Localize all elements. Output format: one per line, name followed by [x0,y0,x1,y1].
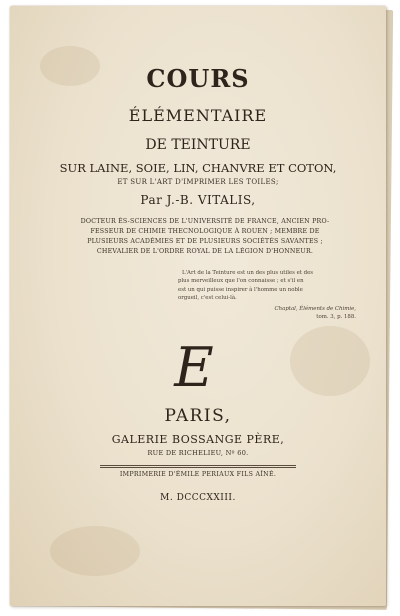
divider-rule [100,467,296,468]
epigraph [178,269,356,321]
epigraph-line: plus merveilleux que l'on connaisse ; et s'il en [178,278,304,285]
publication-date: M. DCCCXXIII. [160,493,236,503]
epigraph-line: L'Art de la Teinture est un des plus utiles et des [182,270,314,276]
publisher-name: GALERIE BOSSANGE PÈRE, [111,433,285,446]
epigraph-line: orgueil, c'est celui-là. [178,295,237,302]
epigraph-reference: tom. 3, p. 188. [316,314,356,321]
publication-city: PARIS, [164,406,232,426]
book-title: COURS [146,64,250,93]
epigraph-attribution: Chaptal, Éléments de Chimie, [274,305,356,312]
credential-line: DOCTEUR ÈS-SCIENCES DE L'UNIVERSITÉ DE FRANCE, ANCIEN PRO- [80,218,330,225]
credential-line: PLUSIEURS ACADÉMIES ET DE PLUSIEURS SOCIÉTÉS SAVANTES ; [87,238,323,245]
credential-line: FESSEUR DE CHIMIE THECNOLOGIQUE À ROUEN ; MEMBRE DE [90,228,320,235]
epigraph-line: est un qui puisse inspirer à l'homme un noble [178,286,303,293]
foxing-stain [290,326,370,396]
subtitle-line-3: SUR LAINE, SOIE, LIN, CHANVRE ET COTON, [59,161,337,175]
subtitle-line-2: DE TEINTURE [145,137,251,153]
monogram-letter: E [174,336,214,396]
title-page [10,6,386,606]
publisher-monogram [158,336,230,396]
subtitle-line-4: ET SUR L'ART D'IMPRIMER LES TOILES; [117,178,279,186]
credential-line: CHEVALIER DE L'ORDRE ROYAL DE LA LÉGION D'HONNEUR. [96,248,314,255]
foxing-stain [50,526,140,576]
author-line: Par J.-B. VITALIS, [140,193,256,207]
printer-line: IMPRIMERIE D'ÉMILE PERIAUX FILS AÎNÉ. [119,471,277,478]
publisher-address: RUE DE RICHELIEU, Nº 60. [147,449,249,457]
divider-rule [100,465,296,466]
subtitle-line-1: ÉLÉMENTAIRE [128,106,268,125]
author-credentials [60,217,350,257]
